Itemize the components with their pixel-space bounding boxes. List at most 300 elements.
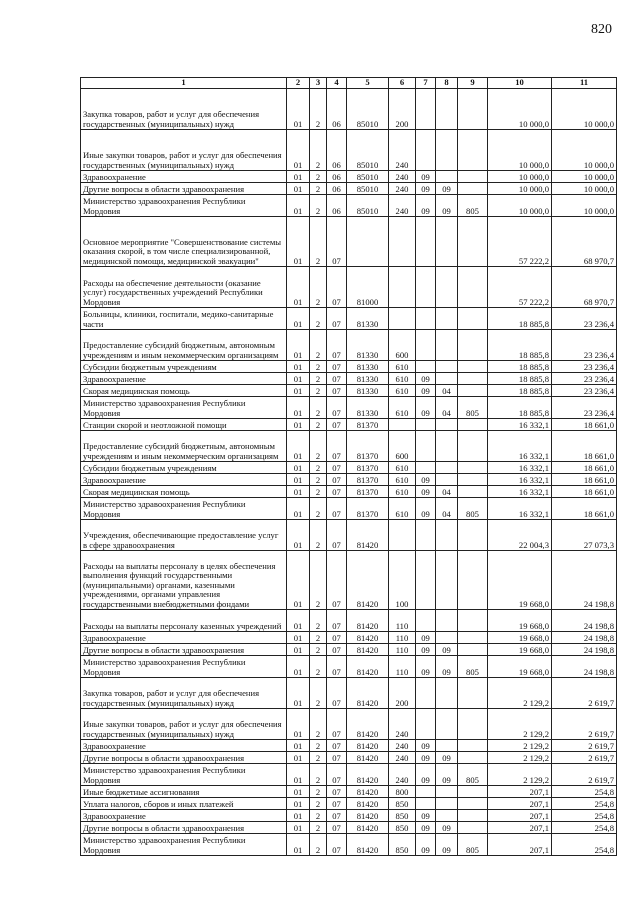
table-row — [81, 520, 617, 551]
code-column-4-cell: 07 — [327, 752, 347, 764]
expense-name-cell: Другие вопросы в области здравоохранения — [81, 822, 287, 834]
expense-name-cell: Расходы на выплаты персоналу казенных учреждений — [81, 610, 287, 632]
section-code-cell — [416, 786, 436, 798]
table-row — [81, 308, 617, 330]
target-article-code-cell: 85010 — [347, 183, 389, 195]
code-column-3-cell: 2 — [310, 764, 327, 786]
table-row — [81, 462, 617, 474]
expense-type-code-cell: 110 — [389, 632, 416, 644]
target-article-code-cell: 81370 — [347, 498, 389, 520]
target-article-code-cell: 81420 — [347, 632, 389, 644]
table-row — [81, 330, 617, 361]
target-article-code-cell: 81420 — [347, 834, 389, 856]
amount-year-2-cell: 68 970,7 — [552, 217, 617, 267]
code-column-3-cell: 2 — [310, 217, 327, 267]
code-column-4-cell: 07 — [327, 308, 347, 330]
target-article-code-cell: 81420 — [347, 752, 389, 764]
ministry-code-cell — [458, 678, 488, 709]
subsection-code-cell — [436, 130, 458, 171]
expense-type-code-cell: 240 — [389, 709, 416, 740]
amount-year-1-cell: 10 000,0 — [488, 130, 552, 171]
section-code-cell — [416, 267, 436, 308]
amount-year-2-cell: 68 970,7 — [552, 267, 617, 308]
table-row — [81, 267, 617, 308]
section-code-cell: 09 — [416, 474, 436, 486]
expense-name-cell: Предоставление субсидий бюджетным, автономным учреждениям и иным некоммерческим организациям — [81, 330, 287, 361]
section-code-cell — [416, 308, 436, 330]
amount-year-2-cell: 18 661,0 — [552, 474, 617, 486]
expense-name-cell: Закупка товаров, работ и услуг для обеспечения государственных (муниципальных) нужд — [81, 678, 287, 709]
expense-type-code-cell: 610 — [389, 486, 416, 498]
expense-type-code-cell: 240 — [389, 171, 416, 183]
subsection-code-cell — [436, 419, 458, 431]
code-column-3-cell: 2 — [310, 610, 327, 632]
code-column-2-cell: 01 — [287, 130, 310, 171]
code-column-2-cell: 01 — [287, 183, 310, 195]
code-column-2-cell: 01 — [287, 330, 310, 361]
header-cell: 9 — [458, 78, 488, 89]
expense-name-cell: Станции скорой и неотложной помощи — [81, 419, 287, 431]
section-code-cell — [416, 462, 436, 474]
code-column-2-cell: 01 — [287, 217, 310, 267]
expense-type-code-cell: 850 — [389, 822, 416, 834]
expense-type-code-cell: 610 — [389, 385, 416, 397]
code-column-2-cell: 01 — [287, 678, 310, 709]
target-article-code-cell: 81000 — [347, 267, 389, 308]
amount-year-1-cell: 207,1 — [488, 822, 552, 834]
table-row — [81, 89, 617, 130]
amount-year-2-cell: 10 000,0 — [552, 183, 617, 195]
expense-name-cell: Министерство здравоохранения Республики Мордовия — [81, 834, 287, 856]
target-article-code-cell: 85010 — [347, 130, 389, 171]
expense-name-cell: Министерство здравоохранения Республики Мордовия — [81, 764, 287, 786]
table-row — [81, 419, 617, 431]
code-column-4-cell: 07 — [327, 217, 347, 267]
section-code-cell — [416, 361, 436, 373]
expense-name-cell: Другие вопросы в области здравоохранения — [81, 644, 287, 656]
amount-year-1-cell: 207,1 — [488, 834, 552, 856]
expense-name-cell: Расходы на выплаты персоналу в целях обеспечения выполнения функций государственными (муниципальными) органами, казенными учреждениями, органами управления государственными внебюджетными фондами — [81, 551, 287, 610]
section-code-cell: 09 — [416, 764, 436, 786]
ministry-code-cell — [458, 330, 488, 361]
expense-name-cell: Здравоохранение — [81, 810, 287, 822]
target-article-code-cell — [347, 217, 389, 267]
code-column-3-cell: 2 — [310, 520, 327, 551]
code-column-3-cell: 2 — [310, 810, 327, 822]
amount-year-2-cell: 23 236,4 — [552, 373, 617, 385]
amount-year-2-cell: 23 236,4 — [552, 308, 617, 330]
amount-year-2-cell: 254,8 — [552, 786, 617, 798]
code-column-4-cell: 07 — [327, 462, 347, 474]
ministry-code-cell — [458, 644, 488, 656]
section-code-cell — [416, 419, 436, 431]
amount-year-1-cell: 2 129,2 — [488, 709, 552, 740]
ministry-code-cell — [458, 308, 488, 330]
code-column-4-cell: 07 — [327, 644, 347, 656]
code-column-4-cell: 07 — [327, 798, 347, 810]
expense-name-cell: Основное мероприятие "Совершенствование системы оказания скорой, в том числе специализированной, медицинской помощи, медицинской эвакуации" — [81, 217, 287, 267]
code-column-4-cell: 07 — [327, 474, 347, 486]
code-column-4-cell: 07 — [327, 431, 347, 462]
amount-year-2-cell: 24 198,8 — [552, 656, 617, 678]
code-column-4-cell: 07 — [327, 330, 347, 361]
target-article-code-cell: 81420 — [347, 656, 389, 678]
expense-type-code-cell: 100 — [389, 551, 416, 610]
table-row — [81, 130, 617, 171]
table-row — [81, 764, 617, 786]
amount-year-1-cell: 16 332,1 — [488, 462, 552, 474]
expense-type-code-cell: 240 — [389, 130, 416, 171]
code-column-2-cell: 01 — [287, 498, 310, 520]
code-column-3-cell: 2 — [310, 419, 327, 431]
table-row — [81, 786, 617, 798]
code-column-3-cell: 2 — [310, 486, 327, 498]
amount-year-1-cell: 16 332,1 — [488, 486, 552, 498]
code-column-3-cell: 2 — [310, 632, 327, 644]
target-article-code-cell: 81420 — [347, 644, 389, 656]
ministry-code-cell — [458, 373, 488, 385]
target-article-code-cell: 81370 — [347, 474, 389, 486]
table-row — [81, 385, 617, 397]
target-article-code-cell: 81370 — [347, 462, 389, 474]
expense-type-code-cell: 240 — [389, 752, 416, 764]
ministry-code-cell — [458, 520, 488, 551]
ministry-code-cell — [458, 798, 488, 810]
code-column-3-cell: 2 — [310, 330, 327, 361]
table-row — [81, 217, 617, 267]
code-column-2-cell: 01 — [287, 709, 310, 740]
header-cell: 2 — [287, 78, 310, 89]
table-row — [81, 632, 617, 644]
section-code-cell: 09 — [416, 195, 436, 217]
code-column-4-cell: 07 — [327, 786, 347, 798]
subsection-code-cell — [436, 551, 458, 610]
target-article-code-cell: 81420 — [347, 610, 389, 632]
code-column-2-cell: 01 — [287, 89, 310, 130]
expense-type-code-cell: 240 — [389, 195, 416, 217]
code-column-4-cell: 06 — [327, 183, 347, 195]
code-column-4-cell: 07 — [327, 678, 347, 709]
section-code-cell: 09 — [416, 822, 436, 834]
subsection-code-cell — [436, 520, 458, 551]
code-column-3-cell: 2 — [310, 474, 327, 486]
amount-year-1-cell: 2 129,2 — [488, 678, 552, 709]
section-code-cell — [416, 798, 436, 810]
target-article-code-cell: 85010 — [347, 89, 389, 130]
table-row — [81, 474, 617, 486]
table-row — [81, 361, 617, 373]
table-row — [81, 610, 617, 632]
expense-type-code-cell: 600 — [389, 330, 416, 361]
code-column-2-cell: 01 — [287, 551, 310, 610]
subsection-code-cell: 04 — [436, 486, 458, 498]
expense-name-cell: Другие вопросы в области здравоохранения — [81, 183, 287, 195]
amount-year-1-cell: 18 885,8 — [488, 330, 552, 361]
code-column-2-cell: 01 — [287, 195, 310, 217]
ministry-code-cell — [458, 130, 488, 171]
ministry-code-cell — [458, 610, 488, 632]
header-cell: 1 — [81, 78, 287, 89]
table-row — [81, 498, 617, 520]
code-column-3-cell: 2 — [310, 786, 327, 798]
amount-year-2-cell: 24 198,8 — [552, 610, 617, 632]
expense-type-code-cell: 610 — [389, 462, 416, 474]
section-code-cell: 09 — [416, 644, 436, 656]
code-column-2-cell: 01 — [287, 361, 310, 373]
subsection-code-cell — [436, 462, 458, 474]
code-column-3-cell: 2 — [310, 431, 327, 462]
amount-year-1-cell: 19 668,0 — [488, 632, 552, 644]
ministry-code-cell: 805 — [458, 764, 488, 786]
amount-year-1-cell: 22 004,3 — [488, 520, 552, 551]
target-article-code-cell: 81330 — [347, 308, 389, 330]
amount-year-1-cell: 19 668,0 — [488, 551, 552, 610]
code-column-2-cell: 01 — [287, 308, 310, 330]
table-row — [81, 678, 617, 709]
header-cell: 3 — [310, 78, 327, 89]
ministry-code-cell — [458, 217, 488, 267]
budget-table — [80, 77, 617, 856]
subsection-code-cell — [436, 810, 458, 822]
code-column-3-cell: 2 — [310, 267, 327, 308]
amount-year-2-cell: 254,8 — [552, 810, 617, 822]
code-column-3-cell: 2 — [310, 740, 327, 752]
ministry-code-cell — [458, 183, 488, 195]
subsection-code-cell — [436, 330, 458, 361]
section-code-cell — [416, 610, 436, 632]
amount-year-1-cell: 19 668,0 — [488, 656, 552, 678]
subsection-code-cell — [436, 431, 458, 462]
ministry-code-cell — [458, 709, 488, 740]
code-column-2-cell: 01 — [287, 632, 310, 644]
amount-year-2-cell: 18 661,0 — [552, 462, 617, 474]
code-column-2-cell: 01 — [287, 520, 310, 551]
section-code-cell — [416, 89, 436, 130]
amount-year-2-cell: 10 000,0 — [552, 89, 617, 130]
code-column-3-cell: 2 — [310, 373, 327, 385]
expense-name-cell: Здравоохранение — [81, 474, 287, 486]
amount-year-1-cell: 10 000,0 — [488, 195, 552, 217]
code-column-4-cell: 07 — [327, 520, 347, 551]
amount-year-2-cell: 23 236,4 — [552, 385, 617, 397]
code-column-4-cell: 07 — [327, 632, 347, 644]
amount-year-2-cell: 2 619,7 — [552, 752, 617, 764]
amount-year-2-cell: 23 236,4 — [552, 361, 617, 373]
subsection-code-cell: 04 — [436, 397, 458, 419]
header-cell: 10 — [488, 78, 552, 89]
code-column-3-cell: 2 — [310, 385, 327, 397]
amount-year-1-cell: 16 332,1 — [488, 419, 552, 431]
section-code-cell: 09 — [416, 183, 436, 195]
code-column-2-cell: 01 — [287, 486, 310, 498]
code-column-2-cell: 01 — [287, 740, 310, 752]
code-column-4-cell: 07 — [327, 267, 347, 308]
table-body — [81, 89, 617, 856]
page-number: 820 — [591, 22, 612, 37]
code-column-4-cell: 06 — [327, 130, 347, 171]
subsection-code-cell — [436, 89, 458, 130]
header-cell: 8 — [436, 78, 458, 89]
code-column-4-cell: 06 — [327, 195, 347, 217]
section-code-cell: 09 — [416, 385, 436, 397]
ministry-code-cell — [458, 419, 488, 431]
section-code-cell: 09 — [416, 752, 436, 764]
code-column-2-cell: 01 — [287, 373, 310, 385]
expense-name-cell: Больницы, клиники, госпитали, медико-санитарные части — [81, 308, 287, 330]
target-article-code-cell: 81330 — [347, 361, 389, 373]
expense-type-code-cell: 600 — [389, 431, 416, 462]
target-article-code-cell: 81330 — [347, 373, 389, 385]
amount-year-1-cell: 18 885,8 — [488, 385, 552, 397]
expense-type-code-cell: 850 — [389, 798, 416, 810]
section-code-cell — [416, 520, 436, 551]
code-column-4-cell: 07 — [327, 740, 347, 752]
table-row — [81, 752, 617, 764]
expense-name-cell: Другие вопросы в области здравоохранения — [81, 752, 287, 764]
expense-name-cell: Предоставление субсидий бюджетным, автономным учреждениям и иным некоммерческим организациям — [81, 431, 287, 462]
subsection-code-cell — [436, 610, 458, 632]
code-column-2-cell: 01 — [287, 474, 310, 486]
ministry-code-cell — [458, 551, 488, 610]
code-column-4-cell: 07 — [327, 486, 347, 498]
subsection-code-cell — [436, 308, 458, 330]
code-column-4-cell: 07 — [327, 397, 347, 419]
amount-year-2-cell: 254,8 — [552, 834, 617, 856]
code-column-3-cell: 2 — [310, 130, 327, 171]
code-column-2-cell: 01 — [287, 462, 310, 474]
target-article-code-cell: 81420 — [347, 678, 389, 709]
amount-year-1-cell: 18 885,8 — [488, 361, 552, 373]
amount-year-1-cell: 18 885,8 — [488, 308, 552, 330]
subsection-code-cell — [436, 361, 458, 373]
expense-type-code-cell — [389, 520, 416, 551]
amount-year-2-cell: 18 661,0 — [552, 486, 617, 498]
ministry-code-cell — [458, 89, 488, 130]
amount-year-1-cell: 18 885,8 — [488, 373, 552, 385]
amount-year-2-cell: 10 000,0 — [552, 171, 617, 183]
code-column-2-cell: 01 — [287, 798, 310, 810]
expense-type-code-cell: 240 — [389, 183, 416, 195]
subsection-code-cell: 09 — [436, 752, 458, 764]
ministry-code-cell — [458, 385, 488, 397]
code-column-2-cell: 01 — [287, 385, 310, 397]
section-code-cell: 09 — [416, 834, 436, 856]
code-column-4-cell: 07 — [327, 709, 347, 740]
ministry-code-cell — [458, 431, 488, 462]
amount-year-2-cell: 10 000,0 — [552, 130, 617, 171]
section-code-cell: 09 — [416, 486, 436, 498]
code-column-4-cell: 07 — [327, 656, 347, 678]
expense-type-code-cell: 610 — [389, 498, 416, 520]
amount-year-1-cell: 19 668,0 — [488, 644, 552, 656]
code-column-3-cell: 2 — [310, 644, 327, 656]
expense-type-code-cell — [389, 419, 416, 431]
expense-name-cell: Иные закупки товаров, работ и услуг для обеспечения государственных (муниципальных) нужд — [81, 709, 287, 740]
code-column-3-cell: 2 — [310, 752, 327, 764]
table-row — [81, 834, 617, 856]
ministry-code-cell — [458, 822, 488, 834]
target-article-code-cell: 81420 — [347, 764, 389, 786]
code-column-2-cell: 01 — [287, 171, 310, 183]
expense-type-code-cell: 610 — [389, 373, 416, 385]
subsection-code-cell — [436, 678, 458, 709]
amount-year-1-cell: 18 885,8 — [488, 397, 552, 419]
amount-year-2-cell: 24 198,8 — [552, 551, 617, 610]
subsection-code-cell — [436, 217, 458, 267]
code-column-2-cell: 01 — [287, 834, 310, 856]
code-column-3-cell: 2 — [310, 171, 327, 183]
subsection-code-cell: 09 — [436, 764, 458, 786]
header-cell: 4 — [327, 78, 347, 89]
subsection-code-cell — [436, 740, 458, 752]
code-column-4-cell: 07 — [327, 551, 347, 610]
expense-type-code-cell: 800 — [389, 786, 416, 798]
expense-name-cell: Расходы на обеспечение деятельности (оказание услуг) государственных учреждений Республики Мордовия — [81, 267, 287, 308]
table-row — [81, 810, 617, 822]
header-cell: 7 — [416, 78, 436, 89]
subsection-code-cell — [436, 373, 458, 385]
code-column-2-cell: 01 — [287, 786, 310, 798]
subsection-code-cell: 04 — [436, 385, 458, 397]
amount-year-2-cell: 23 236,4 — [552, 330, 617, 361]
section-code-cell: 09 — [416, 740, 436, 752]
expense-name-cell: Министерство здравоохранения Республики Мордовия — [81, 656, 287, 678]
subsection-code-cell: 04 — [436, 498, 458, 520]
expense-name-cell: Министерство здравоохранения Республики Мордовия — [81, 397, 287, 419]
ministry-code-cell — [458, 786, 488, 798]
expense-name-cell: Субсидии бюджетным учреждениям — [81, 462, 287, 474]
target-article-code-cell: 81420 — [347, 798, 389, 810]
ministry-code-cell — [458, 267, 488, 308]
target-article-code-cell: 81420 — [347, 740, 389, 752]
section-code-cell — [416, 130, 436, 171]
target-article-code-cell: 85010 — [347, 195, 389, 217]
code-column-4-cell: 07 — [327, 361, 347, 373]
target-article-code-cell: 81370 — [347, 431, 389, 462]
ministry-code-cell: 805 — [458, 656, 488, 678]
section-code-cell: 09 — [416, 632, 436, 644]
code-column-3-cell: 2 — [310, 498, 327, 520]
amount-year-1-cell: 207,1 — [488, 798, 552, 810]
code-column-2-cell: 01 — [287, 822, 310, 834]
amount-year-2-cell: 10 000,0 — [552, 195, 617, 217]
expense-type-code-cell: 610 — [389, 361, 416, 373]
subsection-code-cell: 09 — [436, 656, 458, 678]
code-column-4-cell: 07 — [327, 764, 347, 786]
target-article-code-cell: 81420 — [347, 709, 389, 740]
code-column-2-cell: 01 — [287, 610, 310, 632]
expense-type-code-cell: 110 — [389, 644, 416, 656]
ministry-code-cell: 805 — [458, 834, 488, 856]
amount-year-2-cell: 18 661,0 — [552, 419, 617, 431]
section-code-cell: 09 — [416, 498, 436, 520]
expense-type-code-cell: 850 — [389, 810, 416, 822]
code-column-3-cell: 2 — [310, 89, 327, 130]
table-row — [81, 656, 617, 678]
table-row — [81, 798, 617, 810]
code-column-4-cell: 07 — [327, 822, 347, 834]
table-row — [81, 195, 617, 217]
expense-type-code-cell: 850 — [389, 834, 416, 856]
table-row — [81, 171, 617, 183]
table-row — [81, 183, 617, 195]
code-column-3-cell: 2 — [310, 397, 327, 419]
code-column-4-cell: 07 — [327, 498, 347, 520]
ministry-code-cell — [458, 462, 488, 474]
expense-type-code-cell: 610 — [389, 397, 416, 419]
code-column-4-cell: 06 — [327, 171, 347, 183]
amount-year-1-cell: 16 332,1 — [488, 498, 552, 520]
